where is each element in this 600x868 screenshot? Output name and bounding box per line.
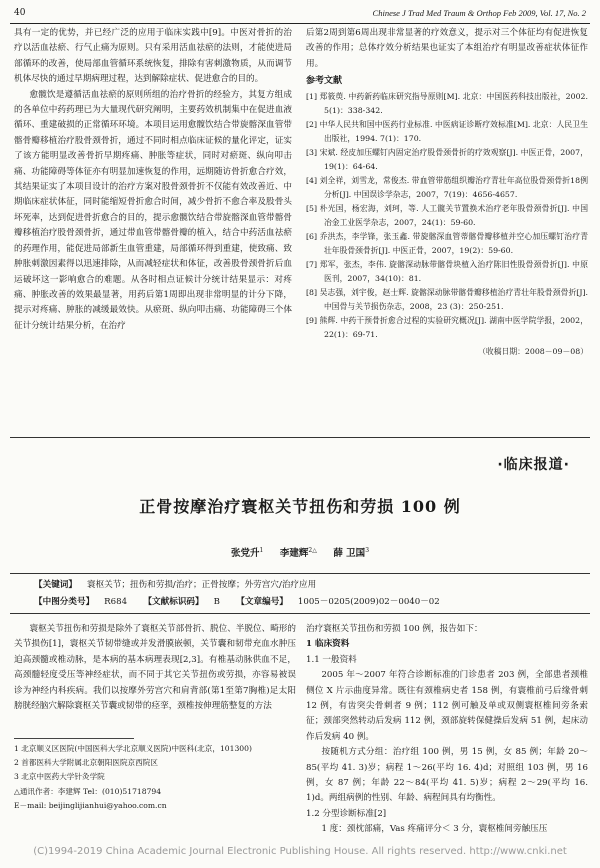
body-paragraph: 按随机方式分组：治疗组 100 例，男 15 例，女 85 例；年龄 20～85(平均 41. 3)岁；病程 1～26(平均 16. 4)d；对照组 103 例，男 16 例，女 87 例；年龄 22～84(平均 41. 5)岁；病程 2～29(平均 16. 1)d。两组病例的性别、年龄、病程间具有均衡性。 [306,747,588,804]
reference-item: [4] 刘全祥，刘雪龙，常俊杰. 带血管带筋组织瓣治疗青壮年高位股骨颈骨折18例分析[J]. 中国误诊学杂志，2007，7(19)：4656-4657. [306,175,588,199]
keywords-row [34,578,316,592]
author-name: 李建辉 [279,548,309,559]
article-intro-paragraph: 寰枢关节扭伤和劳损是除外了寰枢关节部骨折、脱位、半脱位、畸形的关节损伤[1]，寰枢关节韧带缝或并发滑膜嵌顿，关节囊和韧带充血水肿压迫高颈髓或椎动脉，是本病的基本病理表现[2,3]。有椎基动脉供血不足，高颈髓轻度受压等神经症状，而不同于其它关节扭伤或劳损，亦容易被误诊为神经内科疾病。我们以按摩外劳宫穴和肩背部(第1至第7胸椎)足太阳膀胱经脑穴解除寰枢关节囊或韧带的痉挛，颈椎按伸理筋整复的方法 [14,624,296,712]
clc-value: R684 [104,597,128,607]
doc-code-label: 【文献标识码】 [143,597,204,607]
section-heading: 1 临床资料 [306,639,350,650]
reference-item: [5] 朴光国，杨宏海，刘珂，等. 人工髋关节置换术治疗老年股骨颈骨折[J]. 中国冶金工业医学杂志，2007，24(1)：59-60. [306,203,588,227]
reference-item: [8] 吴志强，刘宇俊，赵士辉. 旋髂深动脉带髂骨瓣移植治疗青壮年股骨颈骨折[J]. 中国骨与关节损伤杂志，2008，23 (3)：250-251. [306,287,588,311]
prev-paragraph-2: 愈髋饮是遵循活血祛瘀的原则所组的治疗骨折的经验方，其复方组成的各单位中药药理已为大量现代研究阐明，主要药效机制集中在促进血液循环、重建破损的正常循环环境。本项目运用愈髋饮结合带旋髂深血管带髂骨瓣移植治疗股骨颈骨折，通过不同时相点临床证候的量化评定，证实了该方能明显改善骨折早期疼痛、肿胀等症状，同时对瘀斑、纵向叩击痛、功能障碍等体征亦有明显加速恢复的作用，远期随访骨折愈合疗效，其结果证实了本项目设计的治疗方案对股骨颈骨折不仅能有效改善近、中期临床症状体征，同时能缩短骨折愈合时间，减少骨折不愈合率及股骨头坏死率，达到促进骨折愈合的目的，提示愈髋饮结合带旋髂深血管带髂骨瓣移植治疗股骨颈骨折，通过带血管带髂骨瓣的植入，结合中药活血祛瘀的药理作用，能促进局部新生血管重建，局部循环得到重建，使致痛、致肿胀刺激因素得以迅速排除，从而减轻症状和体征，改善股骨颈骨折后血运破坏这一影响愈合的难题。从各时相点证候计分统计结果显示：对疼痛、肿胀改善的效果最显著，用药后第1周即出现非常明显的计分下降，提示对疼痛、肿胀的减缓最效快。从瘀斑、纵向叩击痛、功能障碍三个体征计分统计结果分析，在治疗 [14,89,292,331]
prev-article-left-column [14,26,292,334]
footnote-item: △通讯作者：李建辉 Tel：(010)51718794 [14,786,162,796]
journal-header: Chinese J Trad Med Traum & Orthop Feb 2009, Vol. 17, No. 2 [372,8,586,18]
article-title: 正骨按摩治疗寰枢关节扭伤和劳损 100 例 [139,497,461,516]
prev-article-right-column [306,26,588,359]
body-paragraph: 2005 年～2007 年符合诊断标准的门诊患者 203 例，全部患者颈椎侧位 X 片示曲度异常。既往有颈椎病史者 158 例，有寰椎前弓后缘骨刺 12 例，有齿突尖骨刺者 9 例；112 例可触及单或双侧寰枢椎间旁条索征；颈部突然转动后发病 112 例，颈部旋转保健操后发病 51 例，起床动作后发病 40 例。 [306,670,588,742]
copyright-watermark: (C)1994-2019 China Academic Journal Electronic Publishing House. All rights reserved. http://www.cnki.net [33,846,567,857]
section-divider [10,437,590,438]
article-right-column [306,622,588,838]
received-date: （收稿日期：2008－09－08） [478,346,588,356]
author-affiliation-mark: 2△ [308,546,317,554]
reference-item: [3] 宋斌. 经皮加压螺钉内固定治疗股骨颈骨折的疗效观察[J]. 中医正骨，2007，19(1)：64-64. [306,147,588,171]
author-list [0,545,600,559]
section-banner: ·临床报道· [497,457,570,473]
reference-item: [7] 郑军，张杰，李伟. 旋髂深动脉带髂骨块植入治疗陈旧性股骨颈骨折[J]. 中原医刊，2007，34(10)：81. [306,259,588,283]
footnote-item: 3 北京中医药大学针灸学院 [14,772,105,782]
page-number: 40 [14,8,26,18]
article-no-value: 1005－0205(2009)02－0040－02 [297,597,440,607]
footnote-email: E－mail: beijinglijianhui@yahoo.com.cn [14,800,167,810]
header-rule [10,23,590,24]
clc-label: 【中图分类号】 [34,597,95,607]
footnote-rule [14,738,134,739]
article-intro-continued: 治疗寰枢关节扭伤和劳损 100 例，报告如下： [306,624,483,634]
keywords-rule-top [10,573,590,574]
author-affiliation-mark: 3 [365,546,370,554]
reference-item: [1] 郑筱萸. 中药新药临床研究指导原则[M]. 北京：中国医药科技出版社，2002. 5(1)：338-342. [306,91,588,115]
body-paragraph: 1 度：颈枕部痛，Vas 疼痛评分＜ 3 分，寰枢椎间旁触压压 [321,824,548,835]
article-left-column [14,622,296,714]
footnotes [14,742,296,813]
references-title: 参考文献 [306,76,343,87]
footnote-item: 2 首都医科大学附属北京朝阳医院京西院区 [14,758,158,768]
reference-item: [9] 熊辉. 中药干预骨折愈合过程的实验研究概况[J]. 湖南中医学院学报，2002，22(1)：69-71. [306,315,588,339]
author-name: 张党升 [230,548,260,559]
doc-code-value: B [213,597,220,607]
keywords-text: 寰枢关节；扭伤和劳损/治疗；正骨按摩；外劳宫穴/治疗应用 [86,580,317,590]
author-affiliation-mark: 1 [259,546,264,554]
keywords-label: 【关键词】 [34,580,77,590]
article-no-label: 【文章编号】 [236,597,288,607]
prev-paragraph-1: 具有一定的优势，并已经广泛的应用于临床实践中[9]。中医对骨折的治疗以活血祛瘀、行气止痛为原则。只有采用活血祛瘀的法则，才能使进局部循环的改善，使局部血管循环系统恢复，排除有害刺激物质，从而调节机体尽快的通过早期病理过程，达到解除症状、促进愈合的目的。 [14,28,292,85]
reference-item: [2] 中华人民共和国中医药行业标准. 中医病证诊断疗效标准[M]. 北京：人民卫生出版社，1994. 7(1)：170. [306,119,588,143]
subsection-heading: 1.1 一般资料 [306,654,357,665]
subsection-heading: 1.2 分型诊断标准[2] [306,808,387,819]
reference-item: [6] 乔洪杰，李学锋，张玉鑫. 带旋髂深血管蒂髂骨瓣移植并空心加压螺钉治疗青壮年股骨颈骨折[J]. 中医正骨，2007，19(2)：59-60. [306,231,588,255]
prev-paragraph-3: 后第2周到第6周出现非常显著的疗效意义，提示对三个体征均有促进恢复改善的作用；总体疗效分析结果也证实了本组治疗有明显改善症状体征作用。 [306,28,588,69]
footnote-item: 1 北京顺义区医院(中国医科大学北京顺义医院)中医科(北京，101300) [14,744,252,753]
classification-row [34,595,440,609]
author-name: 薛 卫国 [333,548,366,559]
keywords-rule-bottom [10,613,590,614]
